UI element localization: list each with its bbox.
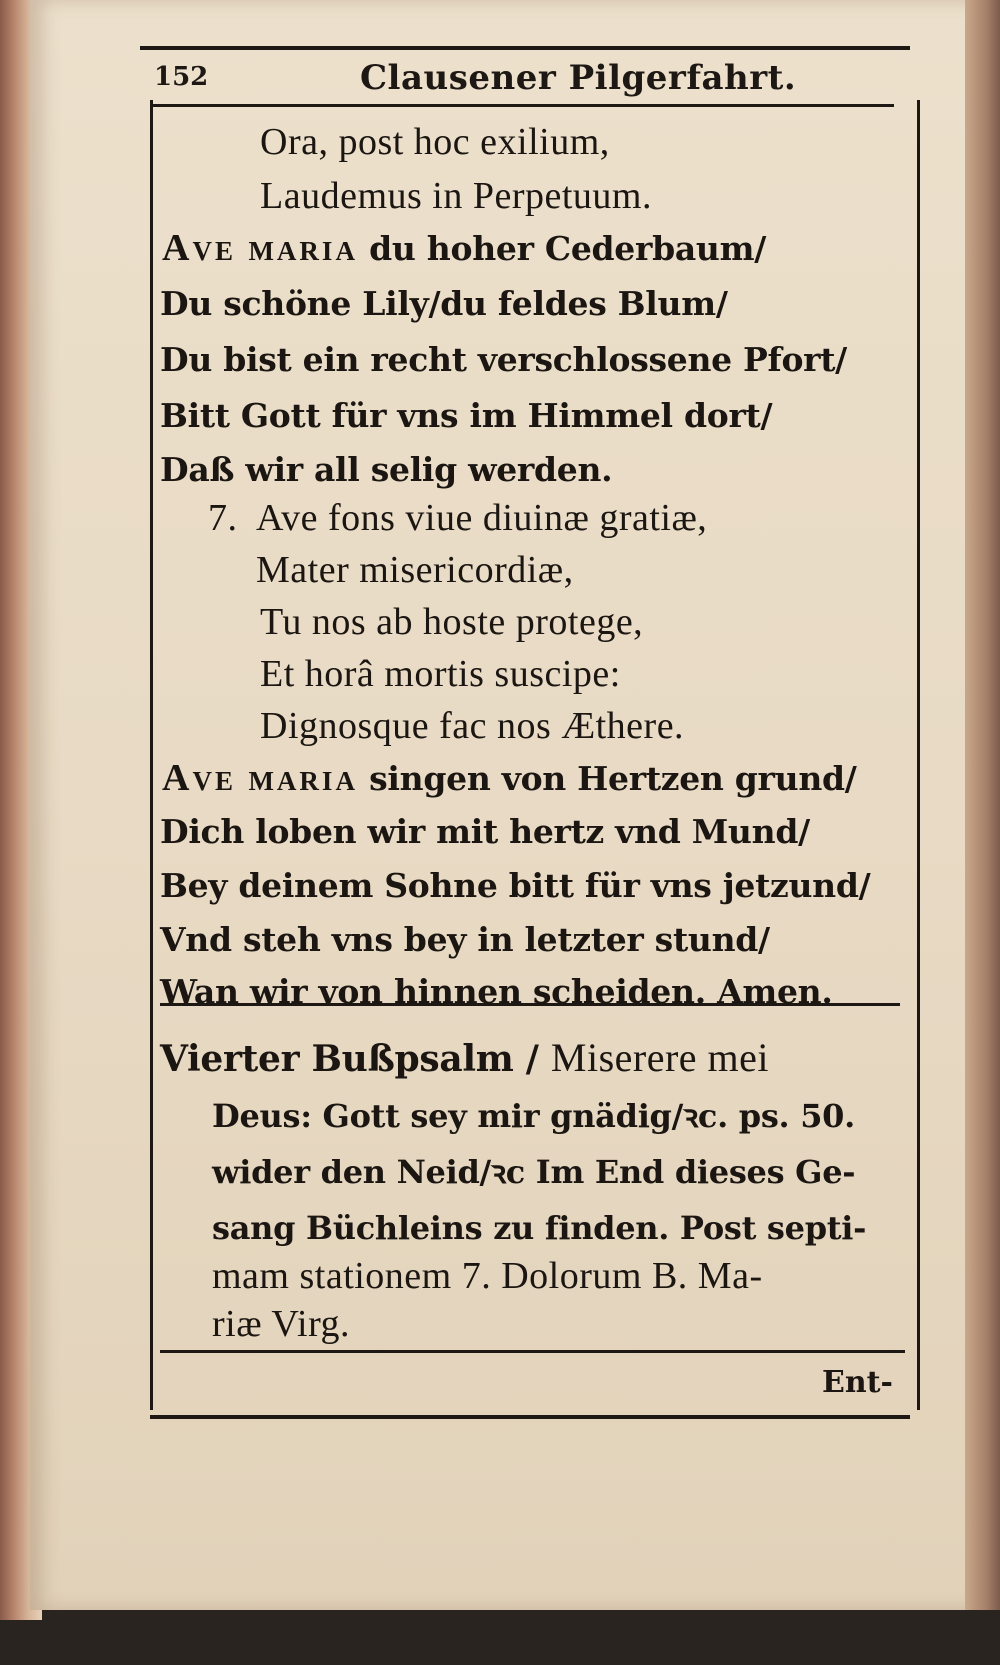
german-line: Du schöne Lily/du feldes Blum/	[160, 284, 728, 323]
german-line: Du bist ein recht verschlossene Pfort/	[160, 340, 847, 379]
latin-line: Laudemus in Perpetuum.	[260, 175, 652, 217]
rubric-heading	[160, 1036, 769, 1081]
rubric-heading-latin: Miserere mei	[550, 1035, 770, 1080]
catchword: Ent-	[822, 1365, 893, 1400]
verse-number: 7.	[208, 497, 238, 539]
ave-maria-prefix: Ave maria	[162, 227, 358, 269]
bottom-rule	[150, 1415, 910, 1419]
german-line	[162, 756, 857, 801]
german-line: Vnd steh vns bey in letzter stund/	[160, 920, 770, 959]
latin-line: Et horâ mortis suscipe:	[260, 653, 621, 695]
page-header	[150, 58, 895, 98]
latin-line: Tu nos ab hoste protege,	[260, 601, 644, 643]
running-title: Clausener Pilgerfahrt.	[360, 58, 797, 98]
page-number: 152	[154, 62, 209, 92]
german-line	[162, 226, 766, 271]
german-line-text: du hoher Cederbaum/	[369, 229, 766, 268]
latin-line-text: Ave fons viue diuinæ gratiæ,	[256, 497, 708, 539]
latin-line: Dignosque fac nos Æthere.	[260, 705, 685, 747]
german-line: Wan wir von hinnen scheiden. Amen.	[160, 972, 833, 1011]
rubric-line: riæ Virg.	[212, 1303, 351, 1345]
section-rule-bottom	[160, 1350, 905, 1353]
german-line-text: singen von Hertzen grund/	[369, 759, 857, 798]
german-line: Bitt Gott für vns im Himmel dort/	[160, 396, 773, 435]
book-edge-right	[965, 0, 1000, 1610]
ave-maria-prefix: Ave maria	[162, 757, 358, 799]
latin-line: Mater misericordiæ,	[256, 549, 574, 591]
rubric-line: sang Büchleins zu finden. Post septi-	[212, 1209, 867, 1247]
german-line: Bey deinem Sohne bitt für vns jetzund/	[160, 866, 871, 905]
rubric-heading-german: Vierter Bußpsalm /	[160, 1038, 539, 1080]
german-line: Dich loben wir mit hertz vnd Mund/	[160, 812, 810, 851]
rubric-line: mam stationem 7. Dolorum B. Ma-	[212, 1255, 763, 1297]
top-rule	[140, 46, 910, 50]
rubric-line: wider den Neid/ꝛc Im End dieses Ge-	[212, 1153, 856, 1191]
latin-line: Ora, post hoc exilium,	[260, 121, 610, 163]
latin-line	[208, 496, 707, 540]
german-line: Daß wir all selig werden.	[160, 450, 613, 489]
rubric-line: Deus: Gott sey mir gnädig/ꝛc. ps. 50.	[212, 1097, 855, 1135]
